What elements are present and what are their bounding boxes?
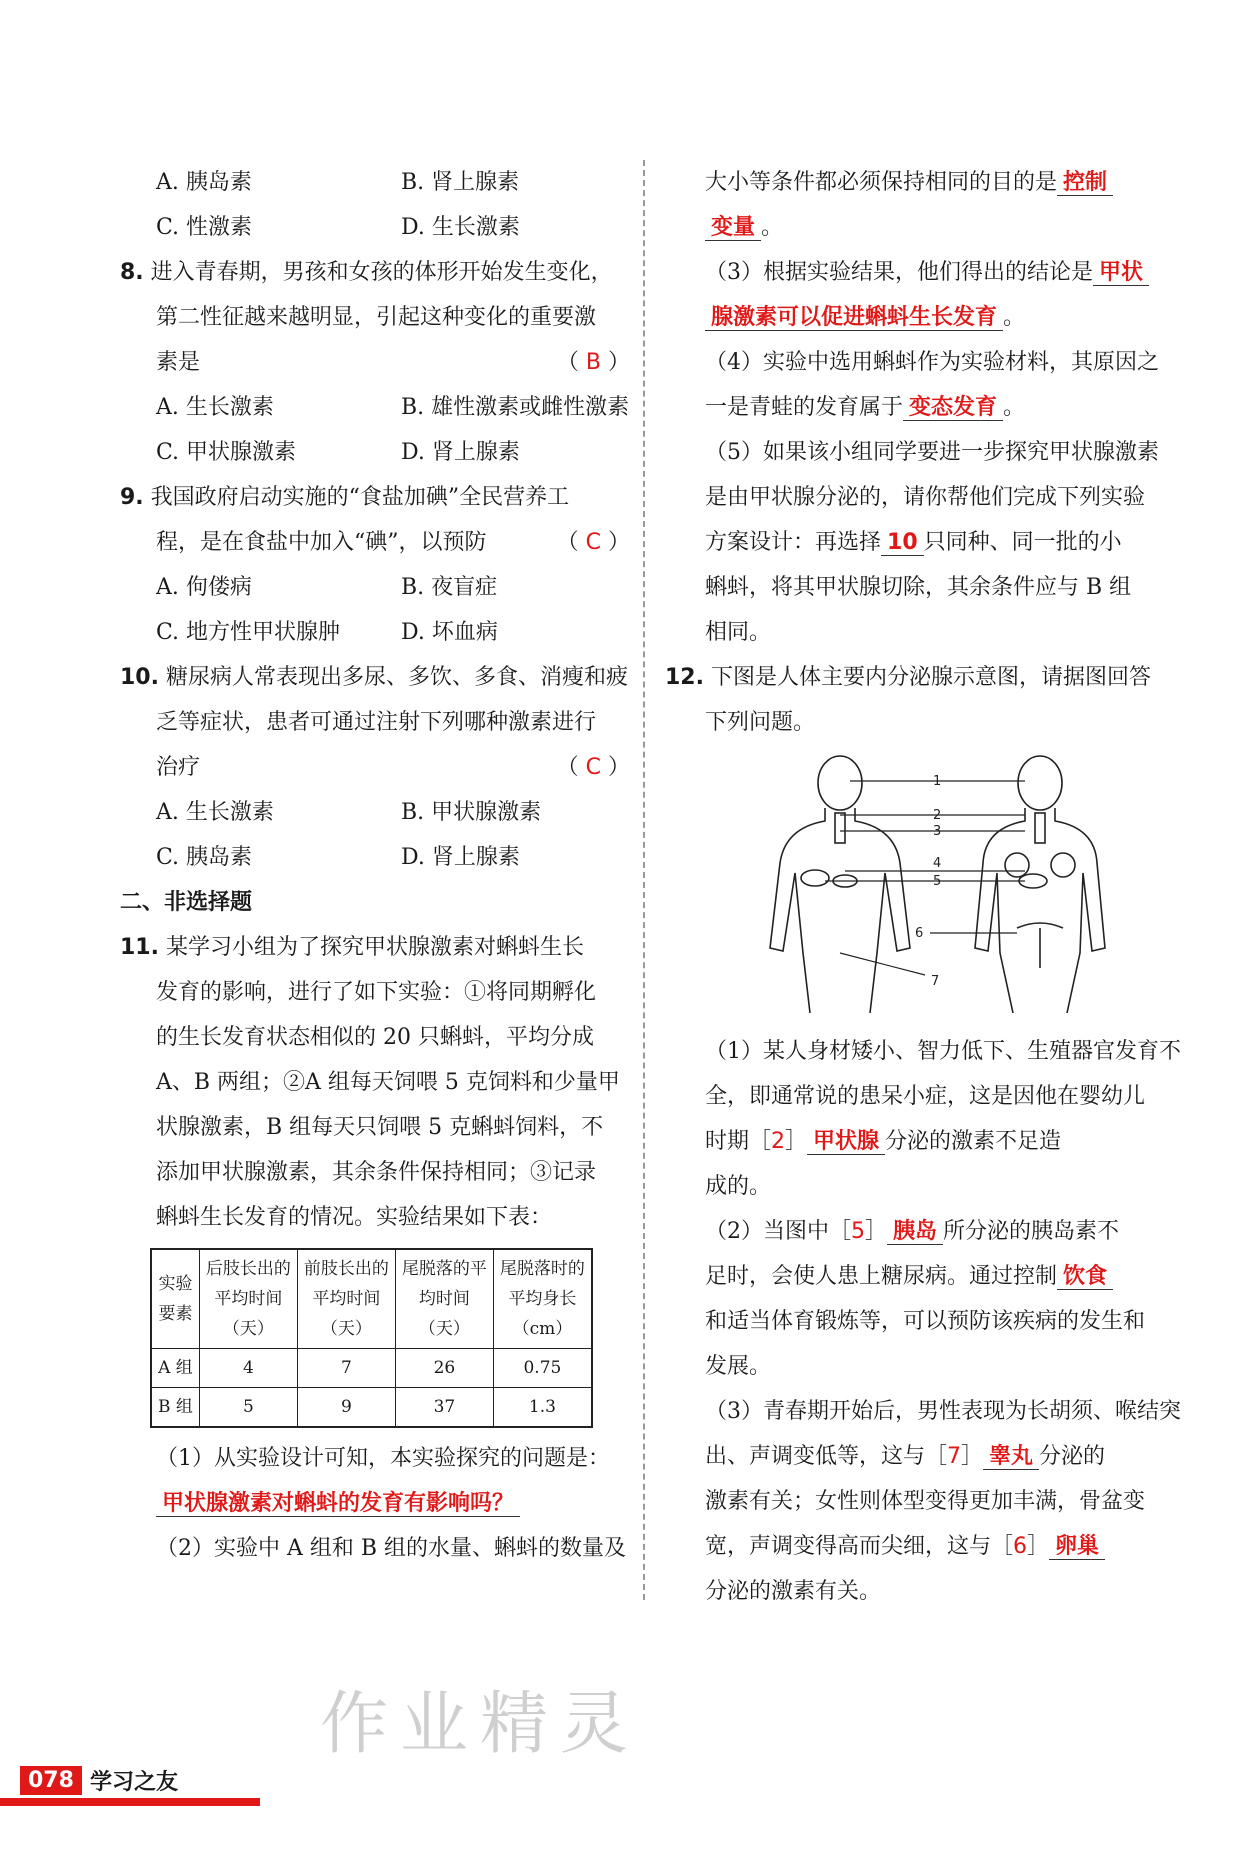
q12-sub1-line3	[705, 1119, 1165, 1164]
q8-options-row2	[120, 430, 630, 475]
q8-option-c[interactable]: C. 甲状腺激素	[156, 440, 297, 465]
question-text: （3）根据实验结果，他们得出的结论是	[705, 260, 1093, 285]
q11-sub3-line1	[705, 250, 1165, 295]
q9-line-1	[120, 475, 630, 520]
header-text: 前肢长出的	[303, 1259, 389, 1279]
table-cell: A 组	[151, 1349, 199, 1388]
page-footer	[20, 1760, 178, 1800]
bracket: ］	[785, 1129, 808, 1154]
q12-sub3-text: （3）青春期开始后，男性表现为长胡须、喉结突	[705, 1399, 1181, 1424]
q12-sub1-text: 全，即通常说的患呆小症，这是因他在婴幼儿	[705, 1084, 1146, 1109]
table-cell: 26	[395, 1349, 493, 1388]
table-cell: 37	[395, 1388, 493, 1428]
q8-options-row1	[120, 385, 630, 430]
question-text: 治疗	[156, 755, 201, 780]
footer-bar	[0, 1798, 260, 1806]
header-text: （天）	[418, 1319, 470, 1339]
punctuation: 。	[1003, 395, 1026, 420]
question-text: 进入青春期，男孩和女孩的体形开始发生变化，	[150, 260, 613, 285]
q11-sub4-answer[interactable]: 变态发育	[903, 395, 1003, 421]
header-text: 后肢长出的	[205, 1259, 291, 1279]
q7-options-row2	[120, 205, 630, 250]
q11-sub5-text: （5）如果该小组同学要进一步探究甲状腺激素	[705, 440, 1159, 465]
q12-sub2-line1	[705, 1209, 1165, 1254]
q9-answer: C	[585, 530, 601, 555]
question-text: 糖尿病人常表现出多尿、多饮、多食、消瘦和疲	[165, 665, 628, 690]
q9-options-row2	[120, 610, 630, 655]
question-number: 11.	[120, 935, 159, 960]
q11-sub2-line3	[705, 205, 1165, 250]
question-text: 添加甲状腺激素，其余条件保持相同；③记录	[156, 1160, 597, 1185]
q9-option-c[interactable]: C. 地方性甲状腺肿	[156, 620, 341, 645]
q12-sub3-line4	[705, 1524, 1165, 1569]
q12-sub2-line2	[705, 1254, 1165, 1299]
table-header-row	[151, 1249, 592, 1349]
q12-sub2-number-answer[interactable]: 5	[851, 1219, 865, 1244]
diagram-label-4: 4	[933, 856, 942, 871]
q8-line-1	[120, 250, 630, 295]
q10-answer: C	[585, 755, 601, 780]
question-text: 我国政府启动实施的“食盐加碘”全民营养工	[150, 485, 570, 510]
q11-sub4-text: （4）实验中选用蝌蚪作为实验材料，其原因之	[705, 350, 1159, 375]
q10-line-3	[120, 745, 630, 790]
question-text: （2）当图中［	[705, 1219, 851, 1244]
bracket: ］	[961, 1444, 984, 1469]
endocrine-diagram	[755, 753, 1135, 1013]
bracket: ］	[1027, 1534, 1050, 1559]
question-number: 10.	[120, 665, 159, 690]
header-text: 平均时间	[312, 1289, 381, 1309]
question-text: 大小等条件都必须保持相同的目的是	[705, 170, 1058, 195]
q12-sub3-text: 分泌的激素有关。	[705, 1579, 882, 1604]
female-figure	[975, 756, 1105, 1013]
q11-line-1	[120, 925, 630, 970]
left-column	[120, 160, 630, 1571]
bracket: ］	[865, 1219, 888, 1244]
q11-sub3-answer-cont[interactable]: 腺激素可以促进蝌蚪生长发育	[705, 305, 1003, 331]
q12-sub1-answer[interactable]: 甲状腺	[807, 1129, 885, 1155]
table-header-cell	[395, 1249, 493, 1349]
q11-sub5-answer[interactable]: 10	[881, 530, 924, 556]
question-text: 分泌的激素不足造	[885, 1129, 1062, 1154]
diagram-label-2: 2	[933, 808, 942, 823]
watermark: 作业精灵	[320, 1685, 641, 1764]
q7-option-c[interactable]: C. 性激素	[156, 215, 253, 240]
table-header-cell	[199, 1249, 297, 1349]
question-text: 乏等症状，患者可通过注射下列哪种激素进行	[156, 710, 597, 735]
q8-line-3	[120, 340, 630, 385]
question-text: 时期［	[705, 1129, 772, 1154]
q12-sub2-text: 和适当体育锻炼等，可以预防该疾病的发生和	[705, 1309, 1146, 1334]
table-cell: B 组	[151, 1388, 199, 1428]
q7-option-a[interactable]: A. 胰岛素	[156, 170, 252, 195]
question-number: 12.	[665, 665, 704, 690]
q12-sub3-answer2[interactable]: 卵巢	[1049, 1534, 1105, 1560]
right-column	[665, 160, 1181, 1614]
answer-bracket: （ B ）	[556, 350, 630, 375]
q11-sub5-text: 是由甲状腺分泌的，请你帮他们完成下列实验	[705, 485, 1146, 510]
q12-sub1-number-answer[interactable]: 2	[771, 1129, 786, 1154]
table-cell: 5	[199, 1388, 297, 1428]
diagram-label-5: 5	[933, 874, 942, 889]
q11-sub3-line2	[705, 295, 1165, 340]
q9-line-2	[120, 520, 630, 565]
header-text: 尾脱落时的	[499, 1259, 585, 1279]
question-text: 出、声调变低等，这与［	[705, 1444, 948, 1469]
q10-options-row1	[120, 790, 630, 835]
question-text: 宽，声调变得高而尖细，这与［	[705, 1534, 1014, 1559]
male-figure	[770, 756, 910, 1013]
q10-line-1	[120, 655, 630, 700]
q12-sub3-number-answer[interactable]: 7	[947, 1444, 962, 1469]
table-header-cell	[493, 1249, 592, 1349]
q10-option-b[interactable]: B. 甲状腺激素	[401, 800, 542, 825]
question-text: 发育的影响，进行了如下实验：①将同期孵化	[156, 980, 597, 1005]
question-text: 只同种、同一批的小	[923, 530, 1122, 555]
question-text: 一是青蛙的发育属于	[705, 395, 904, 420]
column-divider	[643, 160, 645, 1600]
table-header-cell	[151, 1249, 199, 1349]
q8-option-a[interactable]: A. 生长激素	[156, 395, 274, 420]
q12-sub2-answer[interactable]: 胰岛	[887, 1219, 943, 1245]
question-text: 状腺激素，B 组每天只饲喂 5 克蝌蚪饲料，不	[156, 1115, 604, 1140]
table-header-cell	[297, 1249, 395, 1349]
table-cell: 1.3	[493, 1388, 592, 1428]
diagram-label-1: 1	[933, 774, 942, 789]
header-text: 要素	[158, 1304, 193, 1324]
question-text: 的生长发育状态相似的 20 只蝌蚪，平均分成	[156, 1025, 594, 1050]
header-text: （天）	[222, 1319, 274, 1339]
punctuation: 。	[761, 215, 784, 240]
question-text: 某学习小组为了探究甲状腺激素对蝌蚪生长	[165, 935, 584, 960]
header-text: （cm）	[512, 1319, 573, 1339]
q11-sub1-answer-line	[120, 1481, 630, 1526]
q12-sub3-number-answer2[interactable]: 6	[1013, 1534, 1028, 1559]
table-row	[151, 1349, 592, 1388]
q9-option-a[interactable]: A. 佝偻病	[156, 575, 252, 600]
question-text: 蝌蚪生长发育的情况。实验结果如下表：	[156, 1205, 553, 1230]
q11-sub2-answer-cont[interactable]: 变量	[705, 215, 761, 241]
header-text: （天）	[320, 1319, 372, 1339]
q11-sub2-answer[interactable]: 控制	[1057, 170, 1113, 196]
table-cell: 0.75	[493, 1349, 592, 1388]
table-cell: 4	[199, 1349, 297, 1388]
q8-option-d[interactable]: D. 肾上腺素	[401, 440, 520, 465]
question-text: 所分泌的胰岛素不	[943, 1219, 1120, 1244]
q12-sub3-text: 激素有关；女性则体型变得更加丰满，骨盆变	[705, 1489, 1146, 1514]
question-text: A、B 两组；②A 组每天饲喂 5 克饲料和少量甲	[156, 1070, 620, 1095]
question-text: 方案设计：再选择	[705, 530, 882, 555]
diagram-label-3: 3	[933, 824, 942, 839]
q12-sub3-line2	[705, 1434, 1165, 1479]
q12-sub2-answer2[interactable]: 饮食	[1057, 1264, 1113, 1290]
question-text: 分泌的	[1039, 1444, 1106, 1469]
header-text: 实验	[158, 1274, 193, 1294]
q12-sub2-text: 发展。	[705, 1354, 772, 1379]
results-table	[150, 1248, 593, 1428]
q10-option-a[interactable]: A. 生长激素	[156, 800, 274, 825]
punctuation: 。	[1003, 305, 1026, 330]
q9-option-b[interactable]: B. 夜盲症	[401, 575, 498, 600]
diagram-label-7: 7	[931, 974, 940, 989]
header-text: 平均时间	[214, 1289, 283, 1309]
page-number: 078	[20, 1766, 82, 1795]
question-text: 下列问题。	[705, 710, 816, 735]
table-cell: 7	[297, 1349, 395, 1388]
table-cell: 9	[297, 1388, 395, 1428]
q8-answer: B	[585, 350, 601, 375]
header-text: 均时间	[418, 1289, 470, 1309]
question-text: 下图是人体主要内分泌腺示意图，请据图回答	[710, 665, 1151, 690]
q7-options-row1	[120, 160, 630, 205]
q10-option-c[interactable]: C. 胰岛素	[156, 845, 253, 870]
brand-name: 学习之友	[89, 1768, 178, 1795]
q7-option-b[interactable]: B. 肾上腺素	[401, 170, 520, 195]
q9-option-d[interactable]: D. 坏血病	[401, 620, 498, 645]
q12-line-1	[665, 655, 1165, 700]
q11-sub1-answer[interactable]: 甲状腺激素对蝌蚪的发育有影响吗？	[156, 1491, 520, 1517]
question-text: 足时，会使人患上糖尿病。通过控制	[705, 1264, 1058, 1289]
table-row	[151, 1388, 592, 1428]
q11-sub5-line3	[705, 520, 1165, 565]
q10-options-row2	[120, 835, 630, 880]
header-text: 尾脱落的平	[401, 1259, 487, 1279]
q12-sub1-text: （1）某人身材矮小、智力低下、生殖器官发育不	[705, 1039, 1181, 1064]
q9-options-row1	[120, 565, 630, 610]
q8-option-b[interactable]: B. 雄性激素或雌性激素	[401, 395, 630, 420]
q11-sub5-text: 蝌蚪，将其甲状腺切除，其余条件应与 B 组	[705, 575, 1132, 600]
question-number: 8.	[120, 260, 144, 285]
diagram-label-6: 6	[915, 926, 924, 941]
answer-bracket: （ C ）	[556, 755, 630, 780]
q11-sub2-text: （2）实验中 A 组和 B 组的水量、蝌蚪的数量及	[156, 1536, 627, 1561]
question-number: 9.	[120, 485, 144, 510]
q7-option-d[interactable]: D. 生长激素	[401, 215, 520, 240]
q12-sub1-text: 成的。	[705, 1174, 772, 1199]
section-title: 二、非选择题	[120, 890, 253, 915]
question-text: 第二性征越来越明显，引起这种变化的重要激	[156, 305, 597, 330]
q10-option-d[interactable]: D. 肾上腺素	[401, 845, 520, 870]
q11-sub3-answer[interactable]: 甲状	[1093, 260, 1149, 286]
header-text: 平均身长	[508, 1289, 577, 1309]
q11-sub4-line2	[705, 385, 1165, 430]
answer-bracket: （ C ）	[556, 530, 630, 555]
q11-sub1-text: （1）从实验设计可知，本实验探究的问题是：	[156, 1446, 610, 1471]
question-text: 素是	[156, 350, 201, 375]
q12-sub3-answer[interactable]: 睾丸	[983, 1444, 1039, 1470]
q11-sub5-text: 相同。	[705, 620, 772, 645]
question-text: 程，是在食盐中加入“碘”，以预防	[156, 530, 487, 555]
q11-sub2-line2	[705, 160, 1165, 205]
